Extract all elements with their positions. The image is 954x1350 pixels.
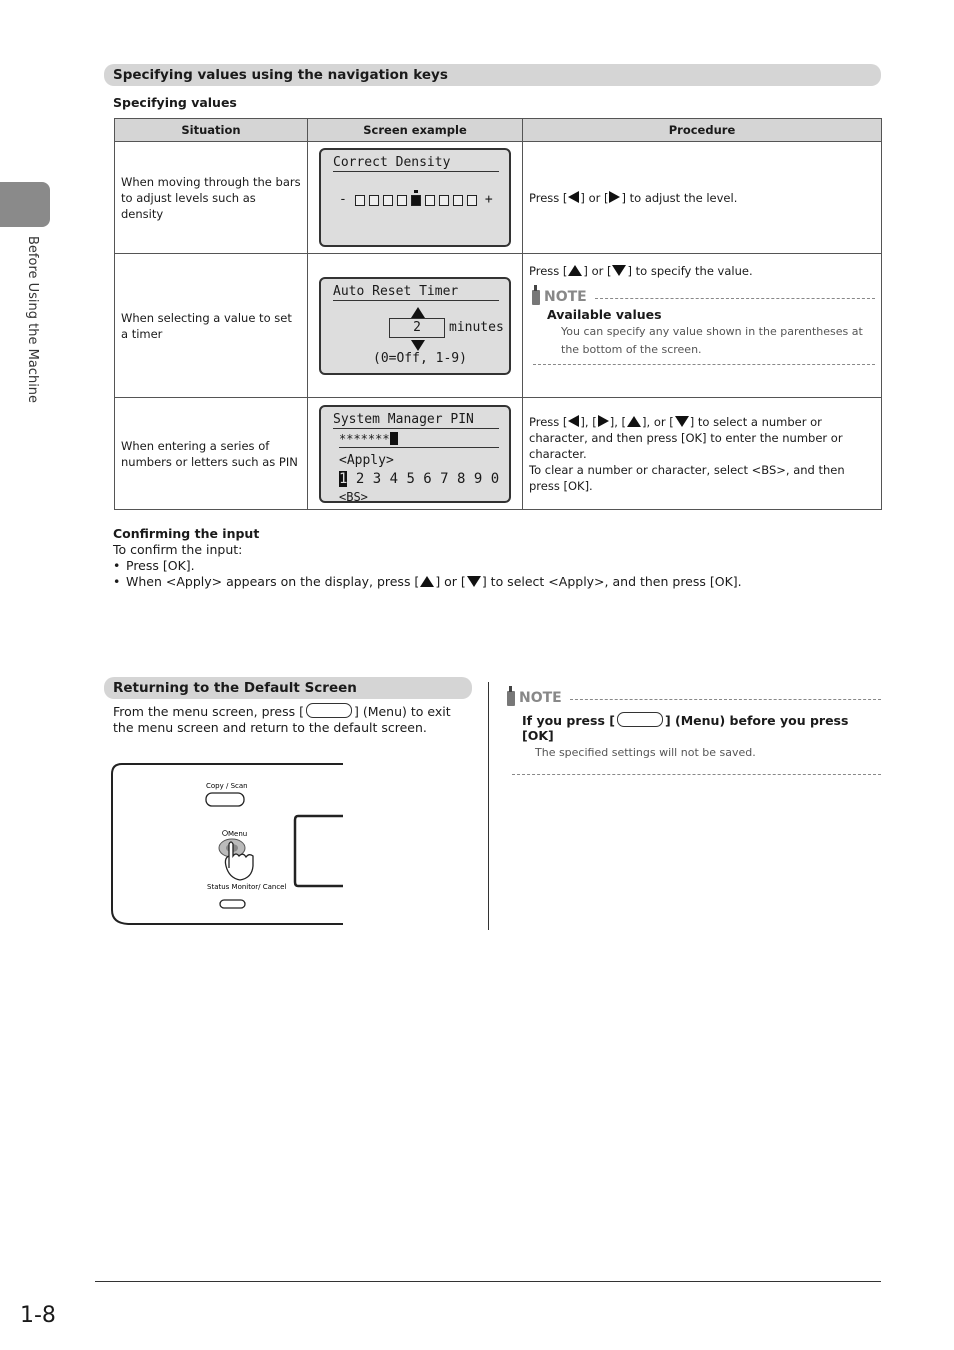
note-body: The specified settings will not be saved. <box>535 746 756 759</box>
note-header <box>529 285 875 305</box>
table-row <box>115 398 882 510</box>
up-arrow-icon <box>420 576 434 587</box>
status-cancel-key-icon <box>220 900 245 908</box>
timer-unit: minutes <box>449 319 504 335</box>
down-arrow-icon <box>612 265 626 276</box>
density-cell <box>467 195 477 206</box>
density-cell <box>453 195 463 206</box>
procedure-cell: Press [ ], [ ], [ ], or [ ] to select a number or character, and then press [OK] to enter the number or character. To clear a number or character, select <BS>, and then press [OK]. <box>523 398 882 510</box>
header-screen-example: Screen example <box>308 119 523 142</box>
note-menu-before-ok <box>504 686 881 775</box>
lcd-backspace: <BS> <box>339 489 368 504</box>
lcd-title: Auto Reset Timer <box>333 283 499 301</box>
situation-cell: When selecting a value to set a timer <box>115 254 308 398</box>
menu-glyph-icon <box>223 831 228 836</box>
menu-key-icon <box>617 712 663 727</box>
lcd-correct-density <box>319 148 511 247</box>
display-frame <box>295 816 343 886</box>
density-cell <box>439 195 449 206</box>
procedure-cell: Press [ ] or [ ] to specify the value. NOTE Available values You can specify any value shown in the parentheses at the bottom of the screen. <box>523 254 882 398</box>
timer-range: (0=Off, 1-9) <box>373 350 467 366</box>
density-cell <box>425 195 435 206</box>
cursor-block <box>390 432 398 445</box>
note-end-divider <box>533 364 875 365</box>
down-arrow-icon <box>675 416 689 427</box>
status-monitor-label: Status Monitor/ Cancel <box>207 883 287 891</box>
confirm-block <box>113 542 883 590</box>
note-divider <box>595 298 875 299</box>
density-cell <box>383 195 393 206</box>
lcd-title: Correct Density <box>333 154 499 172</box>
density-cell-selected <box>411 195 421 206</box>
pencil-icon <box>529 285 541 305</box>
confirm-intro: To confirm the input: <box>113 542 243 557</box>
subheading-specifying-values: Specifying values <box>113 95 237 110</box>
screen-example-cell <box>308 398 523 510</box>
procedure-table <box>114 118 882 510</box>
section-heading-default-screen: Returning to the Default Screen <box>104 677 472 699</box>
table-header-row <box>115 119 882 142</box>
column-divider <box>488 682 489 930</box>
density-cells <box>353 195 479 206</box>
note-title: If you press [ ] (Menu) before you press [OK] <box>522 713 849 743</box>
right-arrow-icon <box>609 191 620 203</box>
subheading-confirming-input: Confirming the input <box>113 526 260 541</box>
lcd-apply: <Apply> <box>339 452 394 468</box>
confirm-list <box>113 558 883 590</box>
left-arrow-icon <box>568 415 579 427</box>
copy-scan-label: Copy / Scan <box>206 782 248 790</box>
pencil-icon <box>504 686 516 706</box>
note-title: Available values <box>547 307 662 322</box>
lcd-system-manager-pin <box>319 405 511 503</box>
note-label: NOTE <box>519 690 562 706</box>
lcd-title: System Manager PIN <box>333 411 499 429</box>
up-triangle-icon <box>411 307 425 318</box>
copy-scan-key-icon <box>206 793 244 806</box>
default-screen-text: From the menu screen, press [ ] (Menu) to exit the menu screen and return to the default screen. <box>113 704 451 735</box>
page-number: 1-8 <box>20 1303 56 1328</box>
screen-example-cell <box>308 142 523 254</box>
list-item: • Press [OK]. <box>113 558 883 574</box>
density-cell <box>397 195 407 206</box>
left-arrow-icon <box>568 191 579 203</box>
list-item: • When <Apply> appears on the display, press [ ] or [ ] to select <Apply>, and then press [OK]. <box>113 574 883 590</box>
note-body: You can specify any value shown in the parentheses at the bottom of the screen. <box>561 325 863 356</box>
density-bar <box>339 192 493 208</box>
pin-masked: ******* <box>339 431 390 446</box>
header-procedure: Procedure <box>523 119 882 142</box>
procedure-line-clear: To clear a number or character, select <BS>, and then press [OK]. <box>529 462 845 493</box>
situation-cell: When entering a series of numbers or letters such as PIN <box>115 398 308 510</box>
note-end-divider <box>512 774 881 775</box>
section-heading-navigation-keys: Specifying values using the navigation keys <box>104 64 881 86</box>
density-minus: - <box>339 192 347 207</box>
menu-key-icon <box>306 703 352 718</box>
chapter-label: Before Using the Machine <box>25 236 40 404</box>
situation-cell: When moving through the bars to adjust levels such as density <box>115 142 308 254</box>
up-arrow-icon <box>568 265 582 276</box>
density-plus: + <box>484 192 493 207</box>
right-arrow-icon <box>598 415 609 427</box>
lcd-auto-reset-timer <box>319 277 511 375</box>
header-situation: Situation <box>115 119 308 142</box>
menu-label: Menu <box>228 830 248 838</box>
note-header <box>504 686 881 706</box>
timer-value-box: 2 <box>389 318 445 338</box>
footer-rule <box>95 1281 881 1282</box>
table-row <box>115 142 882 254</box>
screen-example-cell <box>308 254 523 398</box>
density-cell <box>355 195 365 206</box>
level-marker-icon <box>414 190 418 193</box>
digit-row: 2 3 4 5 6 7 8 9 0 <box>347 470 500 487</box>
selected-digit: 1 <box>339 470 348 487</box>
procedure-cell: Press [ ] or [ ] to adjust the level. <box>523 142 882 254</box>
lcd-digits <box>339 470 499 489</box>
down-arrow-icon <box>467 576 481 587</box>
pin-entry-line <box>339 431 499 448</box>
note-divider <box>570 699 881 700</box>
table-row <box>115 254 882 398</box>
density-cell <box>369 195 379 206</box>
control-panel-illustration <box>108 760 348 930</box>
up-arrow-icon <box>627 416 641 427</box>
note-label: NOTE <box>544 289 587 305</box>
chapter-tab <box>0 182 50 227</box>
